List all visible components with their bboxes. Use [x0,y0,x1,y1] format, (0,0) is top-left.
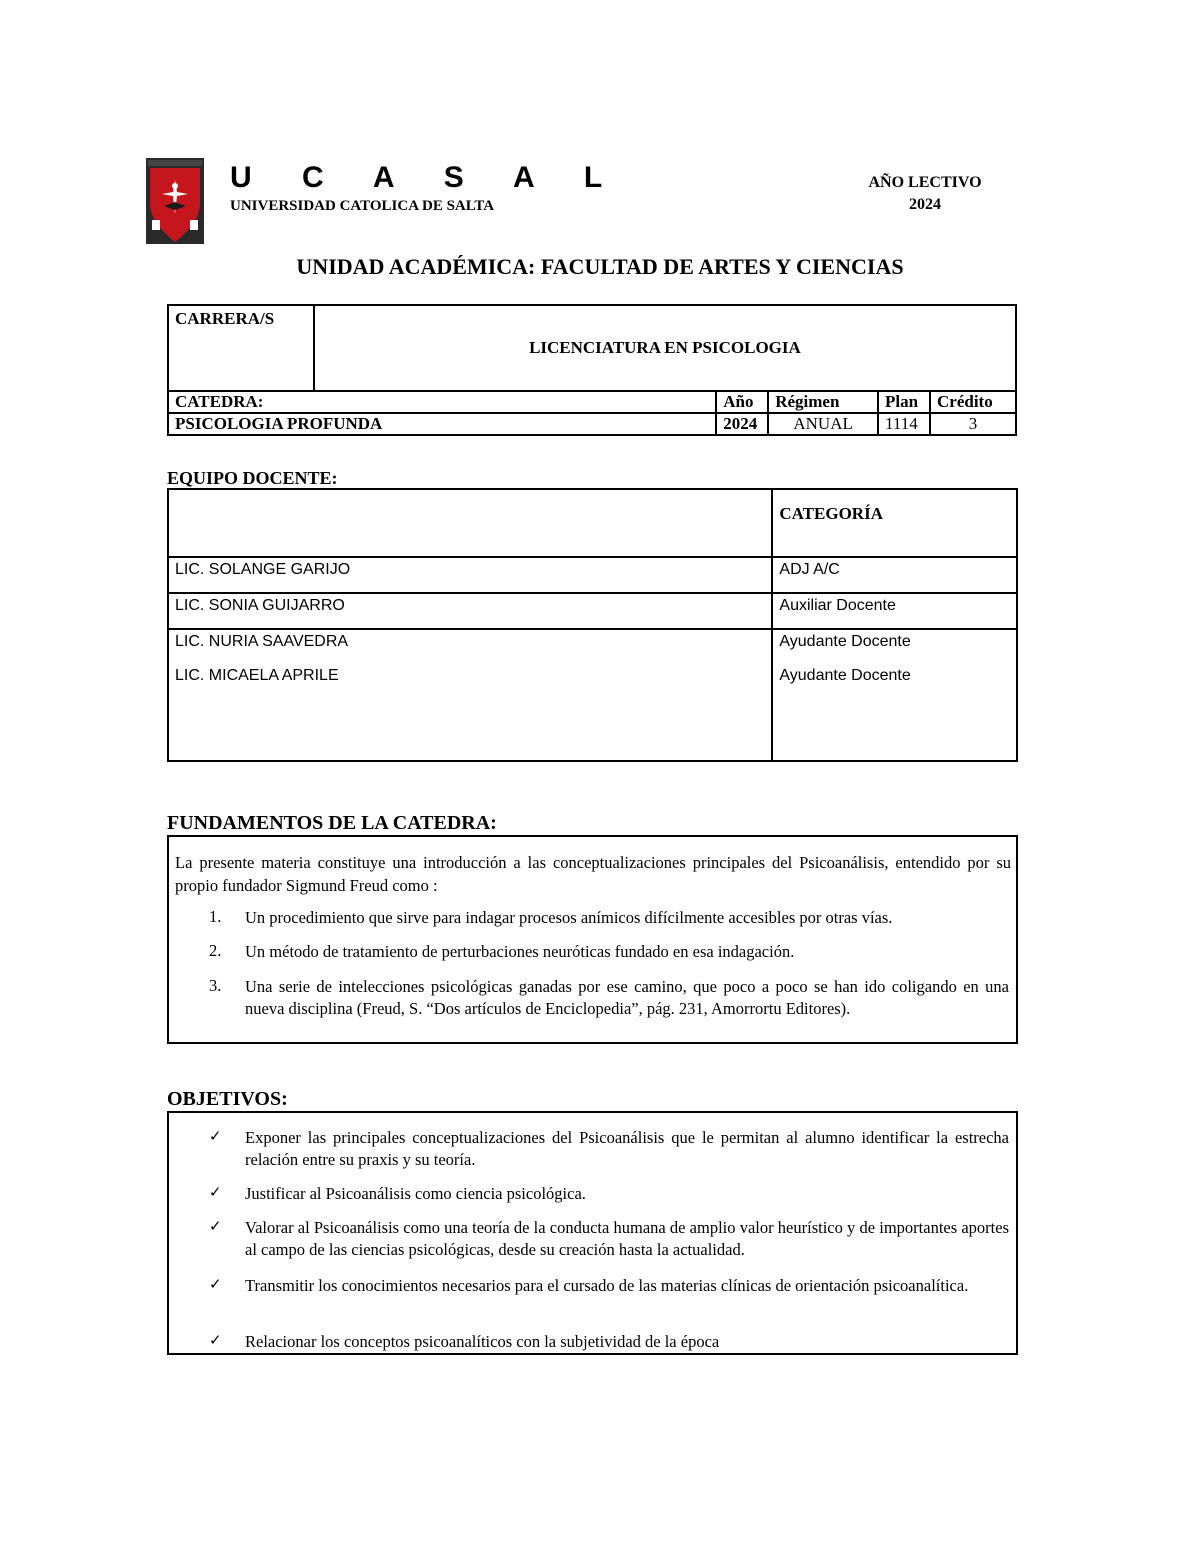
carreras-label: CARRERA/S [168,305,314,391]
member-name-group [168,629,772,761]
objetivos-label: OBJETIVOS: [167,1088,288,1110]
checkmark-icon: ✓ [209,1183,222,1201]
checkmark-icon: ✓ [209,1275,222,1293]
university-name: UNIVERSIDAD CATOLICA DE SALTA [230,198,495,214]
member-category: Ayudante Docente [779,667,911,684]
member-name: LIC. MICAELA APRILE [175,667,339,684]
page-title: UNIDAD ACADÉMICA: FACULTAD DE ARTES Y CIENCIAS [296,254,904,279]
checkmark-icon: ✓ [209,1331,222,1349]
list-item-text: Una serie de intelecciones psicológicas ganadas por ese camino, que poco a poco se han ido coligando en una nueva disciplina (Freud, S. “Dos artículos de Enciclopedia”, pág. 231, Amorrortu Editores). [245,977,1009,1018]
academic-year [850,172,1000,216]
list-item-text: Un método de tratamiento de perturbaciones neuróticas fundado en esa indagación. [245,942,795,961]
academic-year-label: AÑO LECTIVO [868,174,982,191]
catedra-header: CATEDRA: [168,391,716,413]
anio-value: 2024 [716,413,768,435]
fundamentos-box [167,835,1018,1044]
plan-header: Plan [878,391,930,413]
credito-value: 3 [930,413,1016,435]
fundamentos-intro: La presente materia constituye una introducción a las conceptualizaciones principales del Psicoanálisis, entendido por su propio fundador Sigmund Freud como : [175,853,1011,895]
objetivos-box [167,1111,1018,1355]
member-category: Ayudante Docente [779,633,911,650]
member-category: Auxiliar Docente [772,593,1017,629]
career-table [167,304,1017,436]
list-item-text: Un procedimiento que sirve para indagar procesos anímicos difícilmente accesibles por otras vías. [245,908,893,927]
ucasal-shield-icon [146,158,204,244]
objective-text: Relacionar los conceptos psicoanalíticos con la subjetividad de la época [245,1332,720,1351]
objective-text: Exponer las principales conceptualizaciones del Psicoanálisis que le permitan al alumno identificar la estrecha relación entre su praxis y su teoría. [245,1128,1009,1169]
fundamentos-label: FUNDAMENTOS DE LA CATEDRA: [167,812,497,834]
brand-name: U C A S A L [230,161,624,194]
member-category-group [772,629,1017,761]
equipo-docente-label: EQUIPO DOCENTE: [167,468,338,488]
regimen-header: Régimen [768,391,878,413]
carreras-value: LICENCIATURA EN PSICOLOGIA [314,305,1016,391]
objective-text: Justificar al Psicoanálisis como ciencia psicológica. [245,1184,586,1203]
member-name: LIC. NURIA SAAVEDRA [175,633,349,650]
checkmark-icon: ✓ [209,1127,222,1145]
anio-header: Año [716,391,768,413]
category-header: CATEGORÍA [772,489,1017,557]
objective-text: Transmitir los conocimientos necesarios para el cursado de las materias clínicas de orientación psicoanalítica. [245,1276,969,1295]
list-item-number: 3. [209,976,222,995]
objective-text: Valorar al Psicoanálisis como una teoría de la conducta humana de amplio valor heurístico y de importantes aportes al campo de las ciencias psicológicas, desde su creación hasta la actualidad. [245,1218,1009,1259]
equipo-docente-table [167,488,1018,762]
checkmark-icon: ✓ [209,1217,222,1235]
member-name: LIC. SOLANGE GARIJO [168,557,772,593]
catedra-value: PSICOLOGIA PROFUNDA [168,413,716,435]
academic-year-value: 2024 [909,196,941,213]
list-item-number: 1. [209,907,222,926]
member-category: ADJ A/C [772,557,1017,593]
table-header-empty [168,489,772,557]
credito-header: Crédito [930,391,1016,413]
regimen-value: ANUAL [768,413,878,435]
member-name: LIC. SONIA GUIJARRO [168,593,772,629]
plan-value: 1114 [878,413,930,435]
list-item-number: 2. [209,941,222,960]
